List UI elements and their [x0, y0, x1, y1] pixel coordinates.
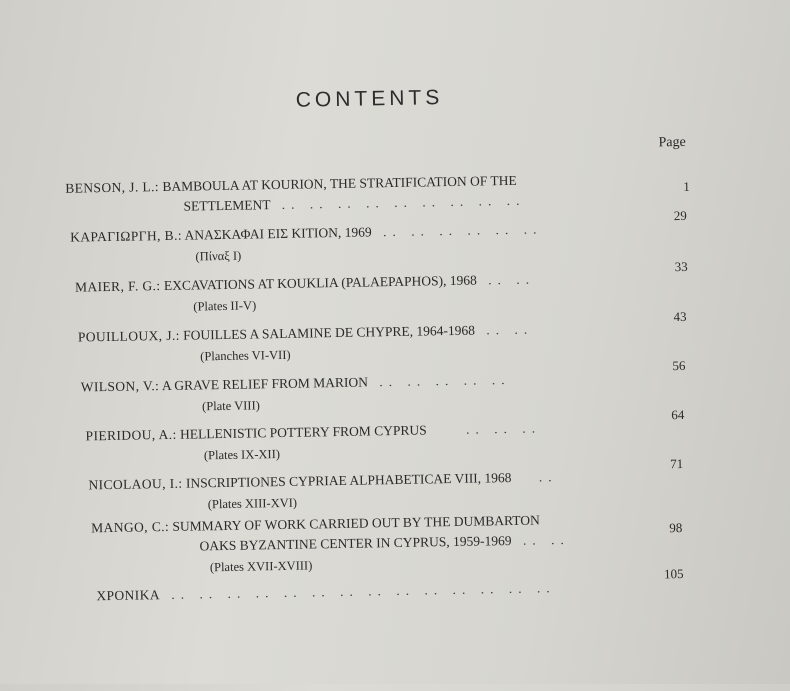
entry-page-number: 105	[663, 565, 684, 582]
entry-page-number: 71	[670, 455, 684, 472]
leader-dots: .. ..	[488, 271, 536, 288]
toc-entry[interactable]	[85, 418, 541, 465]
entry-title: ΑΝΑΣΚΑΦΑΙ ΕΙΣ ΚΙΤΙΟΝ, 1969	[184, 224, 372, 243]
entry-plates: (Planches VI-VII)	[200, 347, 291, 364]
leader-dots: .. .. ..	[465, 420, 542, 437]
entry-plates: (Πίναξ Ι)	[195, 248, 242, 264]
entry-plates: (Plates XIII-XVI)	[207, 495, 298, 512]
toc-entry[interactable]	[91, 510, 570, 577]
entry-author: PIERIDOU, A.:	[85, 426, 177, 444]
entry-page-number: 43	[673, 308, 687, 325]
entry-title-continued: OAKS BYZANTINE CENTER IN CYPRUS, 1959-1969	[199, 532, 512, 554]
entry-author: WILSON, V.:	[80, 378, 160, 395]
entry-page-number: 64	[671, 406, 685, 423]
entry-title: HELLENISTIC POTTERY FROM CYPRUS	[179, 422, 427, 442]
leader-dots: .. .. .. .. ..	[379, 371, 511, 390]
leader-dots: .. ..	[522, 531, 570, 548]
entry-page-number: 98	[669, 520, 683, 536]
entry-author: MANGO, C.:	[91, 518, 170, 536]
entry-plates: (Plate VIII)	[201, 398, 260, 414]
entry-author: MAIER, F. G.:	[74, 278, 161, 295]
entry-title: BAMBOULA AT KOURION, THE STRATIFICATION OF THE	[162, 172, 517, 195]
entry-plates: (Plates II-V)	[193, 298, 257, 314]
toc-entry[interactable]	[75, 270, 536, 317]
leader-dots: ..	[538, 469, 558, 485]
entry-title: SUMMARY OF WORK CARRIED OUT BY THE DUMBARTON	[172, 512, 540, 534]
toc-entry[interactable]	[88, 467, 558, 514]
leader-dots: .. .. .. .. .. .. .. .. .. .. .. .. .. ..	[171, 580, 556, 602]
entry-title: FOUILLES A SALAMINE DE CHYPRE, 1964-1968	[183, 322, 476, 343]
toc-entry[interactable]	[96, 578, 556, 606]
page-title: CONTENTS	[295, 86, 444, 112]
entry-page-number: 29	[673, 207, 687, 224]
entry-author: BENSON, J. L.:	[65, 179, 160, 196]
toc-entry[interactable]	[70, 219, 543, 266]
leader-dots: .. ..	[486, 321, 534, 338]
toc-entry[interactable]	[65, 171, 526, 219]
toc-entry[interactable]	[78, 320, 534, 367]
entry-page-number: 56	[672, 357, 686, 374]
entry-author: ΚΑΡΑΓΙΩΡΓΗ, Β.:	[69, 227, 183, 245]
entry-author: NICOLAOU, I.:	[88, 475, 183, 493]
leader-dots: .. .. .. .. .. ..	[382, 221, 543, 240]
page-column-header: Page	[658, 134, 686, 151]
leader-dots: .. .. .. .. .. .. .. .. ..	[281, 192, 526, 212]
entry-page-number: 33	[674, 258, 688, 275]
entry-title: EXCAVATIONS AT KOUKLIA (PALAEPAPHOS), 1968	[163, 272, 477, 294]
entry-author: ΧΡΟΝΙΚΑ	[96, 587, 161, 604]
entry-plates: (Plates IX-XII)	[203, 447, 281, 463]
toc-entry[interactable]	[81, 370, 511, 416]
entry-author: POUILLOUX, J.:	[77, 327, 180, 345]
entry-title: INSCRIPTIONES CYPRIAE ALPHABETICAE VIII, 1968	[185, 469, 512, 491]
entry-page-number: 1	[683, 178, 690, 194]
entry-plates: (Plates XVII-XVIII)	[209, 558, 313, 575]
entry-title-continued: SETTLEMENT	[183, 197, 271, 214]
entry-title: A GRAVE RELIEF FROM MARION	[161, 374, 369, 394]
